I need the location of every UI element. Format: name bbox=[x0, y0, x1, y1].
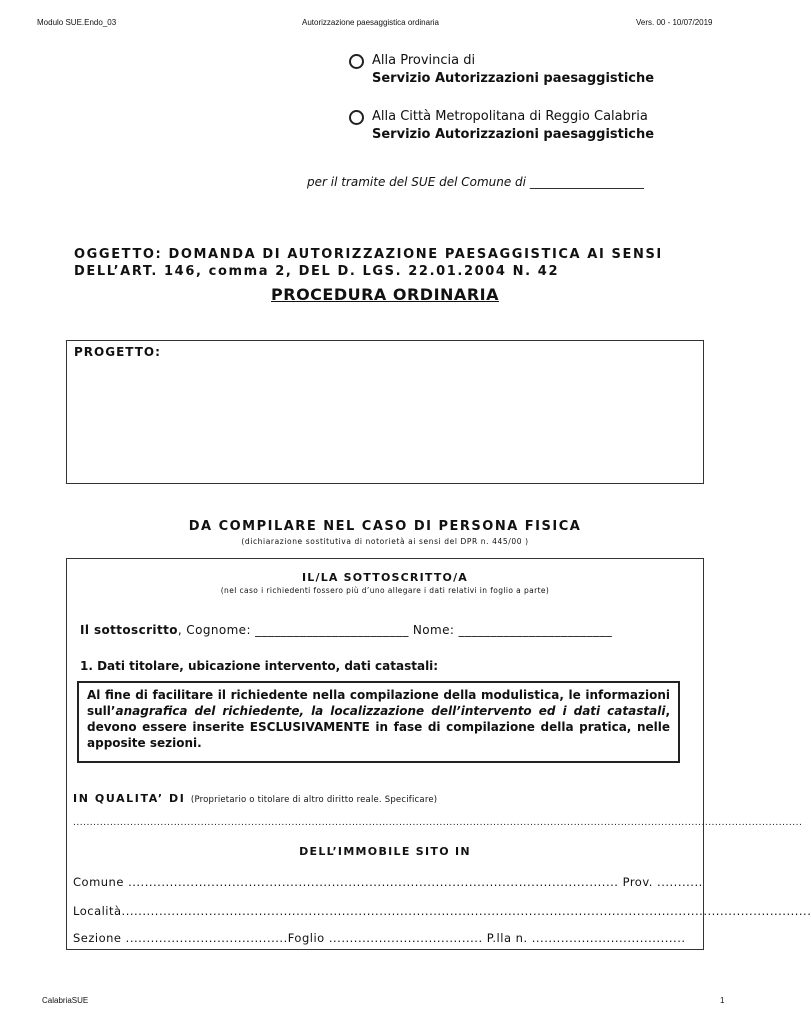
info-text-3: , devono essere inserite ESCLUSIVAMENTE in fase di compilazione della pratica, nelle apposite sezioni. bbox=[87, 704, 670, 750]
qualita-note: (Proprietario o titolare di altro diritto reale. Specificare) bbox=[190, 795, 438, 805]
comune-prov-field[interactable]: Comune ...................................................................................................................... Prov. ........... bbox=[73, 875, 703, 889]
sezione-foglio-particella-field[interactable]: Sezione .......................................Foglio ..................................... P.lla n. ..................................... bbox=[73, 931, 686, 945]
recipient-provincia-line2: Servizio Autorizzazioni paesaggistiche bbox=[372, 71, 655, 86]
recipient-citta-line1: Alla Città Metropolitana di Reggio Calabria bbox=[372, 109, 648, 124]
sottoscritto-subtitle: (nel caso i richiedenti fossero più d’uno allegare i dati relativi in foglio a parte) bbox=[220, 586, 550, 595]
radio-citta-metropolitana[interactable] bbox=[349, 110, 364, 125]
progetto-box[interactable] bbox=[66, 340, 704, 484]
header-form-code: Modulo SUE.Endo_03 bbox=[37, 18, 117, 27]
oggetto-heading: OGGETTO: DOMANDA DI AUTORIZZAZIONE PAESAGGISTICA AI SENSI DELL’ART. 146, comma 2, DEL D. LGS. 22.01.2004 N. 42 bbox=[74, 247, 663, 279]
recipient-citta-metropolitana[interactable] bbox=[349, 108, 654, 144]
header-version: Vers. 00 - 10/07/2019 bbox=[636, 18, 713, 27]
progetto-label: PROGETTO: bbox=[74, 345, 161, 359]
persona-fisica-subtitle: (dichiarazione sostitutiva di notorietà ai sensi del DPR n. 445/00 ) bbox=[241, 537, 529, 546]
localita-field[interactable]: Località...................................................................................................................................................................... bbox=[73, 904, 811, 918]
immobile-title: DELL’IMMOBILE SITO IN bbox=[299, 845, 471, 858]
info-text-1: Al fine di facilitare il richiedente nella compilazione della modulistica, le informazioni sull’ bbox=[87, 688, 670, 718]
dati-titolare-heading: 1. Dati titolare, ubicazione intervento, dati catastali: bbox=[80, 659, 439, 673]
recipient-provincia-line1: Alla Provincia di bbox=[372, 53, 476, 68]
procedura-title: PROCEDURA ORDINARIA bbox=[271, 285, 499, 304]
qualita-dotted-field[interactable]: ......................................................................................................................................................................................................................... bbox=[73, 818, 803, 828]
footer-page-number: 1 bbox=[720, 996, 725, 1005]
tramite-sue-line: per il tramite del SUE del Comune di ___________________ bbox=[307, 175, 644, 189]
cognome-nome-line[interactable] bbox=[80, 623, 612, 637]
cognome-nome-fields[interactable]: , Cognome: ________________________ Nome: ________________________ bbox=[177, 623, 613, 637]
footer-brand: CalabriaSUE bbox=[42, 996, 89, 1005]
sottoscritto-title: IL/LA SOTTOSCRITTO/A bbox=[301, 571, 469, 584]
header-form-title: Autorizzazione paesaggistica ordinaria bbox=[302, 18, 439, 27]
info-text-italic: anagrafica del richiedente, la localizzazione dell’intervento ed i dati catastali bbox=[115, 704, 666, 718]
recipient-citta-line2: Servizio Autorizzazioni paesaggistiche bbox=[372, 127, 655, 142]
info-notice-box bbox=[77, 681, 680, 763]
recipient-provincia[interactable] bbox=[349, 52, 654, 88]
sottoscritto-section bbox=[66, 558, 811, 950]
sottoscritto-label: Il sottoscritto bbox=[80, 623, 178, 637]
qualita-label bbox=[73, 792, 437, 805]
radio-provincia[interactable] bbox=[349, 54, 364, 69]
qualita-heading: IN QUALITA’ DI bbox=[73, 792, 186, 805]
persona-fisica-title: DA COMPILARE NEL CASO DI PERSONA FISICA bbox=[188, 519, 582, 534]
